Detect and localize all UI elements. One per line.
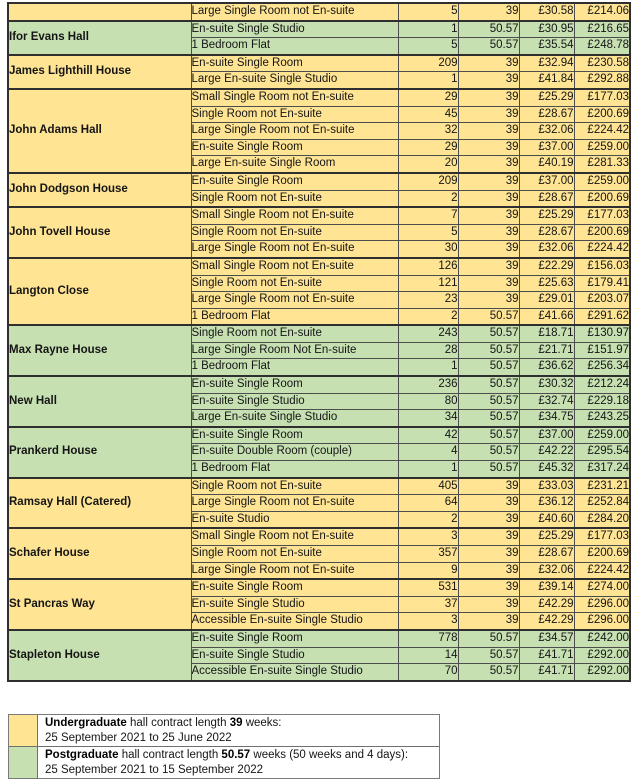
hall-name-cell: Ramsay Hall (Catered)	[8, 478, 191, 529]
weekly-rate-cell: £274.00	[574, 579, 630, 596]
room-count-cell: 1	[398, 359, 458, 376]
hall-name-cell: John Adams Hall	[8, 89, 191, 173]
legend	[8, 714, 440, 779]
daily-rate-cell: £32.74	[519, 393, 574, 410]
room-type-cell: En-suite Studio	[191, 511, 398, 528]
contract-weeks-cell: 50.57	[458, 427, 519, 444]
room-type-cell: En-suite Single Room	[191, 579, 398, 596]
daily-rate-cell: £30.95	[519, 21, 574, 38]
contract-weeks-cell: 39	[458, 89, 519, 106]
room-count-cell: 64	[398, 495, 458, 512]
room-type-cell: En-suite Single Room	[191, 55, 398, 72]
room-count-cell: 80	[398, 393, 458, 410]
room-type-cell: Large Single Room not En-suite	[191, 562, 398, 579]
room-type-cell: En-suite Single Room	[191, 427, 398, 444]
weekly-rate-cell: £259.00	[574, 173, 630, 190]
weekly-rate-cell: £156.03	[574, 258, 630, 275]
room-count-cell: 5	[398, 38, 458, 55]
room-count-cell: 1	[398, 72, 458, 89]
daily-rate-cell: £33.03	[519, 478, 574, 495]
halls-price-table	[7, 2, 631, 682]
accommodation-table	[7, 2, 629, 682]
contract-weeks-cell: 50.57	[458, 461, 519, 478]
table-row	[8, 21, 630, 38]
weekly-rate-cell: £291.62	[574, 308, 630, 325]
daily-rate-cell: £41.71	[519, 664, 574, 681]
contract-weeks-cell: 50.57	[458, 630, 519, 647]
weekly-rate-cell: £292.00	[574, 664, 630, 681]
hall-name-cell	[8, 3, 191, 21]
room-count-cell: 9	[398, 562, 458, 579]
table-row	[8, 55, 630, 72]
hall-name-cell: James Lighthill House	[8, 55, 191, 89]
weekly-rate-cell: £256.34	[574, 359, 630, 376]
table-row	[8, 3, 630, 21]
daily-rate-cell: £37.00	[519, 173, 574, 190]
undergraduate-color-swatch	[9, 715, 38, 746]
daily-rate-cell: £40.19	[519, 156, 574, 173]
table-row	[8, 258, 630, 275]
contract-weeks-cell: 50.57	[458, 376, 519, 393]
contract-weeks-cell: 39	[458, 292, 519, 309]
legend-row-undergraduate	[9, 715, 439, 746]
room-count-cell: 7	[398, 207, 458, 224]
contract-weeks-cell: 39	[458, 3, 519, 21]
room-type-cell: Single Room not En-suite	[191, 546, 398, 563]
room-type-cell: En-suite Single Studio	[191, 647, 398, 664]
room-count-cell: 30	[398, 241, 458, 258]
daily-rate-cell: £30.32	[519, 376, 574, 393]
contract-weeks-cell: 50.57	[458, 325, 519, 342]
weekly-rate-cell: £177.03	[574, 207, 630, 224]
room-count-cell: 29	[398, 89, 458, 106]
room-count-cell: 45	[398, 106, 458, 123]
room-count-cell: 23	[398, 292, 458, 309]
daily-rate-cell: £25.29	[519, 207, 574, 224]
daily-rate-cell: £30.58	[519, 3, 574, 21]
room-count-cell: 236	[398, 376, 458, 393]
daily-rate-cell: £32.06	[519, 123, 574, 140]
hall-name-cell: St Pancras Way	[8, 579, 191, 630]
room-type-cell: Large Single Room not En-suite	[191, 3, 398, 21]
weekly-rate-cell: £295.54	[574, 444, 630, 461]
daily-rate-cell: £37.00	[519, 427, 574, 444]
room-count-cell: 1	[398, 461, 458, 478]
hall-name-cell: Langton Close	[8, 258, 191, 325]
hall-name-cell: Schafer House	[8, 528, 191, 579]
room-count-cell: 14	[398, 647, 458, 664]
table-row	[8, 89, 630, 106]
weekly-rate-cell: £177.03	[574, 528, 630, 545]
daily-rate-cell: £36.12	[519, 495, 574, 512]
daily-rate-cell: £34.57	[519, 630, 574, 647]
daily-rate-cell: £28.67	[519, 190, 574, 207]
weekly-rate-cell: £296.00	[574, 613, 630, 630]
legend-line1: Postgraduate hall contract length 50.57 weeks (50 weeks and 4 days):	[45, 749, 409, 761]
contract-weeks-cell: 39	[458, 106, 519, 123]
daily-rate-cell: £42.29	[519, 613, 574, 630]
contract-weeks-cell: 50.57	[458, 647, 519, 664]
contract-weeks-cell: 39	[458, 72, 519, 89]
hall-name-cell: Ifor Evans Hall	[8, 21, 191, 55]
weekly-rate-cell: £259.00	[574, 427, 630, 444]
room-count-cell: 32	[398, 123, 458, 140]
room-type-cell: En-suite Double Room (couple)	[191, 444, 398, 461]
weekly-rate-cell: £224.42	[574, 123, 630, 140]
weekly-rate-cell: £224.42	[574, 241, 630, 258]
room-type-cell: Large Single Room not En-suite	[191, 123, 398, 140]
weekly-rate-cell: £259.00	[574, 139, 630, 156]
table-row	[8, 427, 630, 444]
daily-rate-cell: £37.00	[519, 139, 574, 156]
legend-text-postgraduate	[38, 747, 412, 778]
room-type-cell: En-suite Single Room	[191, 376, 398, 393]
daily-rate-cell: £25.29	[519, 528, 574, 545]
room-type-cell: 1 Bedroom Flat	[191, 308, 398, 325]
room-type-cell: Large Single Room not En-suite	[191, 292, 398, 309]
daily-rate-cell: £39.14	[519, 579, 574, 596]
room-count-cell: 121	[398, 275, 458, 292]
room-type-cell: Small Single Room not En-suite	[191, 528, 398, 545]
contract-weeks-cell: 50.57	[458, 410, 519, 427]
legend-line1: Undergraduate hall contract length 39 weeks:	[45, 717, 282, 729]
contract-weeks-cell: 39	[458, 241, 519, 258]
room-type-cell: Single Room not En-suite	[191, 106, 398, 123]
daily-rate-cell: £32.94	[519, 55, 574, 72]
room-type-cell: Large Single Room not En-suite	[191, 495, 398, 512]
room-count-cell: 209	[398, 173, 458, 190]
contract-weeks-cell: 50.57	[458, 359, 519, 376]
room-type-cell: En-suite Single Room	[191, 173, 398, 190]
contract-weeks-cell: 39	[458, 139, 519, 156]
hall-name-cell: New Hall	[8, 376, 191, 427]
weekly-rate-cell: £200.69	[574, 546, 630, 563]
table-row	[8, 173, 630, 190]
weekly-rate-cell: £317.24	[574, 461, 630, 478]
contract-weeks-cell: 39	[458, 579, 519, 596]
weekly-rate-cell: £248.78	[574, 38, 630, 55]
room-count-cell: 2	[398, 308, 458, 325]
table-row	[8, 207, 630, 224]
table-row	[8, 325, 630, 342]
room-count-cell: 3	[398, 528, 458, 545]
daily-rate-cell: £36.62	[519, 359, 574, 376]
contract-weeks-cell: 39	[458, 596, 519, 613]
daily-rate-cell: £45.32	[519, 461, 574, 478]
room-type-cell: 1 Bedroom Flat	[191, 359, 398, 376]
weekly-rate-cell: £224.42	[574, 562, 630, 579]
daily-rate-cell: £42.29	[519, 596, 574, 613]
weekly-rate-cell: £200.69	[574, 190, 630, 207]
table-row	[8, 630, 630, 647]
legend-text-undergraduate	[38, 715, 286, 746]
room-type-cell: Large Single Room Not En-suite	[191, 342, 398, 359]
weekly-rate-cell: £212.24	[574, 376, 630, 393]
hall-name-cell: Prankerd House	[8, 427, 191, 478]
contract-weeks-cell: 39	[458, 613, 519, 630]
contract-weeks-cell: 50.57	[458, 308, 519, 325]
weekly-rate-cell: £230.58	[574, 55, 630, 72]
daily-rate-cell: £41.66	[519, 308, 574, 325]
contract-weeks-cell: 39	[458, 173, 519, 190]
room-count-cell: 5	[398, 3, 458, 21]
room-type-cell: En-suite Single Room	[191, 630, 398, 647]
room-count-cell: 531	[398, 579, 458, 596]
weekly-rate-cell: £200.69	[574, 224, 630, 241]
daily-rate-cell: £42.22	[519, 444, 574, 461]
room-count-cell: 29	[398, 139, 458, 156]
room-count-cell: 209	[398, 55, 458, 72]
contract-weeks-cell: 39	[458, 55, 519, 72]
room-count-cell: 20	[398, 156, 458, 173]
room-count-cell: 2	[398, 190, 458, 207]
weekly-rate-cell: £216.65	[574, 21, 630, 38]
weekly-rate-cell: £179.41	[574, 275, 630, 292]
room-count-cell: 34	[398, 410, 458, 427]
daily-rate-cell: £41.71	[519, 647, 574, 664]
contract-weeks-cell: 39	[458, 478, 519, 495]
room-count-cell: 405	[398, 478, 458, 495]
contract-weeks-cell: 39	[458, 224, 519, 241]
legend-line2: 25 September 2021 to 15 September 2022	[45, 763, 264, 776]
daily-rate-cell: £28.67	[519, 546, 574, 563]
contract-weeks-cell: 39	[458, 546, 519, 563]
contract-weeks-cell: 50.57	[458, 393, 519, 410]
room-count-cell: 70	[398, 664, 458, 681]
room-type-cell: Small Single Room not En-suite	[191, 89, 398, 106]
room-count-cell: 243	[398, 325, 458, 342]
weekly-rate-cell: £229.18	[574, 393, 630, 410]
contract-weeks-cell: 50.57	[458, 21, 519, 38]
weekly-rate-cell: £214.06	[574, 3, 630, 21]
weekly-rate-cell: £284.20	[574, 511, 630, 528]
room-count-cell: 126	[398, 258, 458, 275]
weekly-rate-cell: £177.03	[574, 89, 630, 106]
room-type-cell: Single Room not En-suite	[191, 325, 398, 342]
room-count-cell: 3	[398, 613, 458, 630]
room-count-cell: 42	[398, 427, 458, 444]
weekly-rate-cell: £242.00	[574, 630, 630, 647]
hall-name-cell: John Dodgson House	[8, 173, 191, 207]
room-count-cell: 2	[398, 511, 458, 528]
contract-weeks-cell: 50.57	[458, 38, 519, 55]
room-type-cell: En-suite Single Studio	[191, 393, 398, 410]
room-type-cell: Small Single Room not En-suite	[191, 258, 398, 275]
room-type-cell: Single Room not En-suite	[191, 190, 398, 207]
daily-rate-cell: £32.06	[519, 562, 574, 579]
daily-rate-cell: £35.54	[519, 38, 574, 55]
room-type-cell: Large En-suite Single Room	[191, 156, 398, 173]
weekly-rate-cell: £281.33	[574, 156, 630, 173]
weekly-rate-cell: £292.88	[574, 72, 630, 89]
postgraduate-color-swatch	[9, 747, 38, 778]
room-count-cell: 4	[398, 444, 458, 461]
room-type-cell: En-suite Single Room	[191, 139, 398, 156]
daily-rate-cell: £21.71	[519, 342, 574, 359]
weekly-rate-cell: £292.00	[574, 647, 630, 664]
hall-name-cell: Max Rayne House	[8, 325, 191, 376]
daily-rate-cell: £28.67	[519, 106, 574, 123]
contract-weeks-cell: 50.57	[458, 664, 519, 681]
daily-rate-cell: £28.67	[519, 224, 574, 241]
room-count-cell: 37	[398, 596, 458, 613]
contract-weeks-cell: 39	[458, 190, 519, 207]
daily-rate-cell: £25.29	[519, 89, 574, 106]
weekly-rate-cell: £243.25	[574, 410, 630, 427]
room-count-cell: 778	[398, 630, 458, 647]
room-type-cell: Large En-suite Single Studio	[191, 72, 398, 89]
daily-rate-cell: £41.84	[519, 72, 574, 89]
weekly-rate-cell: £231.21	[574, 478, 630, 495]
hall-name-cell: John Tovell House	[8, 207, 191, 258]
contract-weeks-cell: 39	[458, 275, 519, 292]
hall-name-cell: Stapleton House	[8, 630, 191, 681]
table-row	[8, 579, 630, 596]
room-type-cell: 1 Bedroom Flat	[191, 38, 398, 55]
contract-weeks-cell: 39	[458, 562, 519, 579]
weekly-rate-cell: £203.07	[574, 292, 630, 309]
weekly-rate-cell: £296.00	[574, 596, 630, 613]
table-row	[8, 376, 630, 393]
contract-weeks-cell: 50.57	[458, 444, 519, 461]
daily-rate-cell: £40.60	[519, 511, 574, 528]
room-count-cell: 5	[398, 224, 458, 241]
room-type-cell: Small Single Room not En-suite	[191, 207, 398, 224]
room-type-cell: Large Single Room not En-suite	[191, 241, 398, 258]
room-type-cell: En-suite Single Studio	[191, 21, 398, 38]
legend-row-postgraduate	[9, 746, 439, 778]
daily-rate-cell: £34.75	[519, 410, 574, 427]
room-type-cell: En-suite Single Studio	[191, 596, 398, 613]
contract-weeks-cell: 39	[458, 207, 519, 224]
daily-rate-cell: £29.01	[519, 292, 574, 309]
daily-rate-cell: £25.63	[519, 275, 574, 292]
contract-weeks-cell: 50.57	[458, 342, 519, 359]
room-type-cell: 1 Bedroom Flat	[191, 461, 398, 478]
room-type-cell: Single Room not En-suite	[191, 275, 398, 292]
room-type-cell: Single Room not En-suite	[191, 478, 398, 495]
room-count-cell: 357	[398, 546, 458, 563]
contract-weeks-cell: 39	[458, 258, 519, 275]
table-row	[8, 478, 630, 495]
weekly-rate-cell: £200.69	[574, 106, 630, 123]
daily-rate-cell: £22.29	[519, 258, 574, 275]
weekly-rate-cell: £252.84	[574, 495, 630, 512]
weekly-rate-cell: £130.97	[574, 325, 630, 342]
weekly-rate-cell: £151.97	[574, 342, 630, 359]
table-body	[8, 3, 630, 681]
contract-weeks-cell: 39	[458, 123, 519, 140]
table-row	[8, 528, 630, 545]
daily-rate-cell: £18.71	[519, 325, 574, 342]
room-count-cell: 1	[398, 21, 458, 38]
legend-line2: 25 September 2021 to 25 June 2022	[45, 731, 232, 744]
room-type-cell: Accessible En-suite Single Studio	[191, 664, 398, 681]
room-type-cell: Single Room not En-suite	[191, 224, 398, 241]
room-type-cell: Accessible En-suite Single Studio	[191, 613, 398, 630]
contract-weeks-cell: 39	[458, 156, 519, 173]
contract-weeks-cell: 39	[458, 528, 519, 545]
daily-rate-cell: £32.06	[519, 241, 574, 258]
room-count-cell: 28	[398, 342, 458, 359]
contract-weeks-cell: 39	[458, 511, 519, 528]
room-type-cell: Large En-suite Single Studio	[191, 410, 398, 427]
contract-weeks-cell: 39	[458, 495, 519, 512]
